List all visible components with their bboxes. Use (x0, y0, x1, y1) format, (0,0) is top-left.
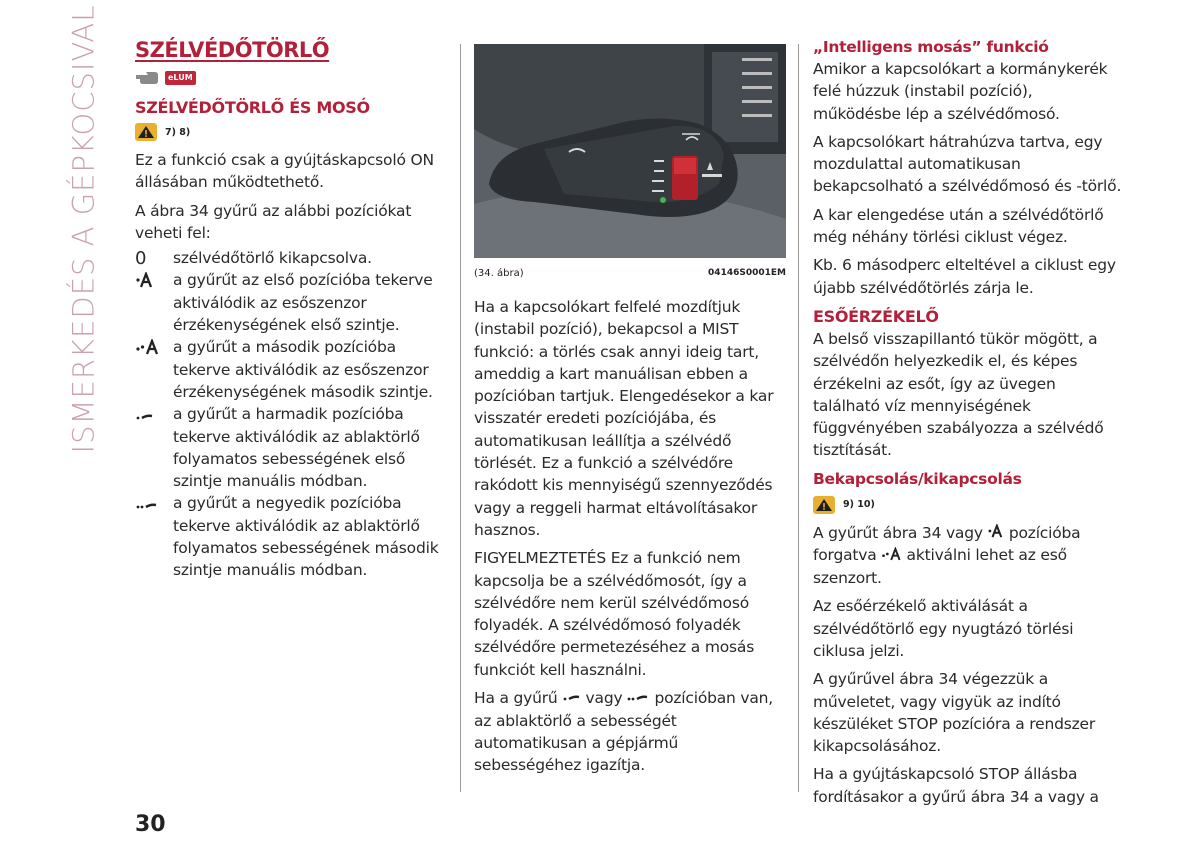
list-item-text: szélvédőtörlő kikapcsolva. (173, 249, 372, 268)
auto-2-icon (135, 336, 173, 358)
paragraph: Ez a funkció csak a gyújtáskapcsoló ON állásában működtethető. (135, 151, 434, 192)
paragraph: Ha a kapcsolókart felfelé mozdítjuk (instabil pozíció), bekapcsol a MIST funkció: a törlés csak annyi ideig tart, ameddig a kart manuálisan ebben a pozícióban tartjuk. Elengedésekor a kar visszatér eredeti pozíciójába, és automatikusan leállítja a szélvédő törlését. Ez a funkció a szélvédőre rakódott kis mennyiségű szennyeződés vagy a reggeli harmat eltávolításakor hasznos. (474, 298, 774, 539)
warning-icon (135, 123, 157, 141)
off-symbol: 0 (135, 247, 147, 269)
paragraph: Ha a gyújtáskapcsoló STOP állásba fordításakor a gyűrű ábra 34 a vagy a (813, 765, 1099, 806)
column-divider (798, 44, 799, 792)
warning-reference (135, 121, 445, 143)
figure-code: 04146S0001EM (708, 268, 786, 278)
intelligent-wash-heading: „Intelligens mosás” funkció (813, 38, 1049, 56)
page-number: 30 (135, 812, 166, 837)
paragraph: Kb. 6 másodperc elteltével a ciklust egy újabb szélvédőtörlés zárja le. (813, 256, 1116, 297)
column-divider (460, 44, 461, 792)
column-3 (813, 38, 1123, 808)
wiper-stalk-illustration (474, 44, 786, 258)
paragraph: Amikor a kapcsolókart a kormánykerék felé húzzuk (instabil pozíció), működésbe lép a szélvédőmosó. (813, 60, 1108, 123)
position-list (135, 247, 445, 581)
wiper-stalk-figure (474, 44, 786, 258)
badge-row (135, 68, 445, 88)
wiper-1-icon (135, 403, 173, 425)
list-item (135, 492, 445, 581)
list-item-text: a gyűrűt a harmadik pozícióba tekerve aktiválódik az ablaktörlő folyamatos sebességének első szintje manuális módban. (173, 405, 420, 491)
auto-1-icon (987, 522, 1005, 544)
paragraph: A kapcsolókart hátrahúzva tartva, egy mozdulattal automatikusan bekapcsolható a szélvédőmosó és -törlő. (813, 132, 1122, 196)
auto-1-icon (135, 269, 173, 291)
list-item (135, 403, 445, 492)
section-title: SZÉLVÉDŐTÖRLŐ (135, 38, 330, 62)
list-item (135, 269, 445, 336)
paragraph: A gyűrűvel ábra 34 végezzük a műveletet, vagy vigyük az indító készüléket STOP pozícióra a rendszer kikapcsolásához. (813, 670, 1096, 756)
list-item-text: a gyűrűt a második pozícióba tekerve aktiválódik az esőszenzor érzékenységének második szintje. (173, 338, 433, 401)
paragraph-part: vagy (585, 689, 623, 708)
paragraph-part: pozícióba forgatva (813, 523, 1081, 565)
subsection-title: SZÉLVÉDŐTÖRLŐ ÉS MOSÓ (135, 98, 370, 117)
paragraph-part: A gyűrűt ábra 34 vagy (813, 523, 983, 542)
wiper-2-icon (626, 687, 650, 709)
paragraph: FIGYELMEZTETÉS Ez a funkció nem kapcsolja be a szélvédőmosót, így a szélvédőre nem kerül szélvédőmosó folyadék. A szélvédőmosó folyadék szélvédőre permetezéséhez a mosás funkciót kell használni. (474, 549, 755, 679)
rain-sensor-heading: ESŐÉRZÉKELŐ (813, 306, 939, 326)
column-1 (135, 38, 445, 582)
paragraph (813, 522, 1123, 590)
auto-2-icon (881, 545, 903, 567)
paragraph: Az esőérzékelő aktiválását a szélvédőtörlő egy nyugtázó törlési ciklusa jelzi. (813, 597, 1074, 660)
pointing-hand-icon (135, 71, 159, 85)
list-item-text: a gyűrűt az első pozícióba tekerve aktiválódik az esőszenzor érzékenységének első szintje. (173, 271, 433, 335)
paragraph: A kar elengedése után a szélvédőtörlő még néhány törlési ciklust végez. (813, 205, 1104, 247)
warning-reference (813, 494, 1123, 516)
figure-caption (474, 266, 786, 280)
column-2 (474, 40, 786, 777)
paragraph: A ábra 34 gyűrű az alábbi pozíciókat veheti fel: (135, 201, 412, 242)
paragraph-part: aktiválni lehet az eső szenzort. (813, 546, 1067, 588)
elum-badge: eLUM (165, 71, 196, 85)
paragraph-part: Ha a gyűrű (474, 689, 558, 708)
paragraph: A belső visszapillantó tükör mögött, a szélvédőn helyezkedik el, és képes érzékelni az esőt, így az üvegen található víz mennyiségének függvényében szabályozza a szélvédő tisztítását. (813, 329, 1104, 460)
wiper-1-icon (562, 687, 582, 709)
paragraph-part: pozícióban van, az ablaktörlő a sebességét automatikusan a gépjármű sebességéhez igazítja. (474, 689, 774, 775)
side-title-text: ISMERKEDÉS A GÉPKOCSIVAL (66, 4, 100, 454)
figure-label: (34. ábra) (474, 267, 524, 279)
on-off-heading: Bekapcsolás/kikapcsolás (813, 469, 1022, 488)
warning-ref-text: 9) 10) (843, 499, 875, 511)
list-item (135, 336, 445, 403)
side-section-title (58, 4, 108, 454)
warning-ref-text: 7) 8) (165, 126, 191, 138)
paragraph (474, 687, 786, 777)
list-item-text: a gyűrűt a negyedik pozícióba tekerve aktiválódik az ablaktörlő folyamatos sebességének második szintje manuális módban. (173, 494, 439, 580)
warning-icon (813, 496, 835, 514)
list-item (135, 247, 445, 269)
wiper-2-icon (135, 492, 173, 514)
